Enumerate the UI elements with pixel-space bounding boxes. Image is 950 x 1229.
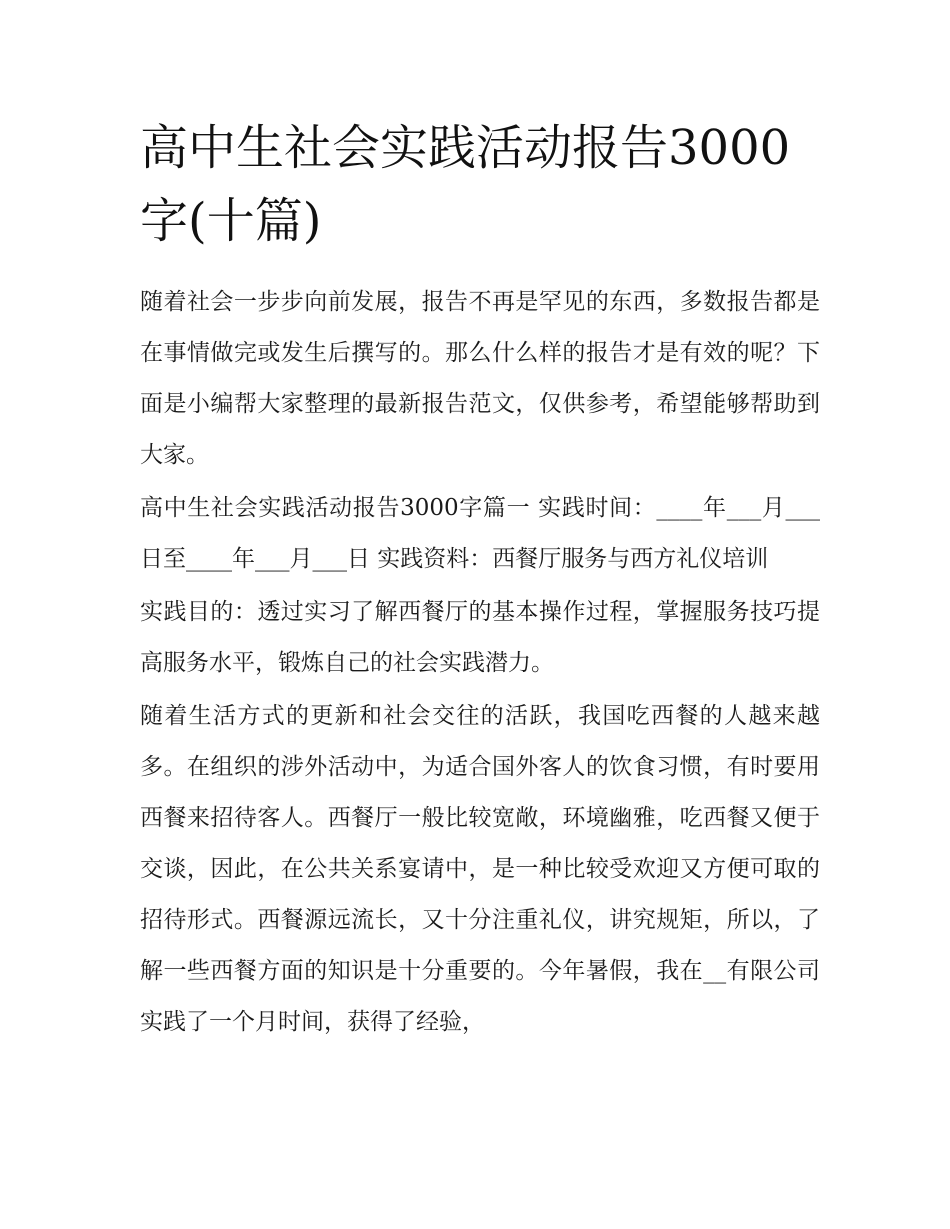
paragraph-western-dining: 随着生活方式的更新和社会交往的活跃，我国吃西餐的人越来越多。在组织的涉外活动中，为适合国外客人的饮食习惯，有时要用西餐来招待客人。西餐厅一般比较宽敞，环境幽雅，吃西餐又便于交谈，因此，在公共关系宴请中，是一种比较受欢迎又方便可取的招待形式。西餐源远流长，又十分注重礼仪，讲究规矩，所以，了解一些西餐方面的知识是十分重要的。今年暑假，我在__有限公司实践了一个月时间，获得了经验， — [140, 703, 820, 1035]
paragraph-practice-time: 高中生社会实践活动报告3000字篇一 实践时间：____年___月___日至____年___月___日 实践资料：西餐厅服务与西方礼仪培训 — [140, 495, 820, 572]
page-title: 高中生社会实践活动报告3000字(十篇) — [140, 120, 791, 249]
paragraph-intro: 随着社会一步步向前发展，报告不再是罕见的东西，多数报告都是在事情做完或发生后撰写的。那么什么样的报告才是有效的呢？下面是小编帮大家整理的最新报告范文，仅供参考，希望能够帮助到大家。 — [140, 289, 820, 468]
paragraph-practice-purpose: 实践目的：透过实习了解西餐厅的基本操作过程，掌握服务技巧提高服务水平，锻炼自己的社会实践潜力。 — [140, 599, 820, 676]
document-body — [140, 277, 820, 1050]
